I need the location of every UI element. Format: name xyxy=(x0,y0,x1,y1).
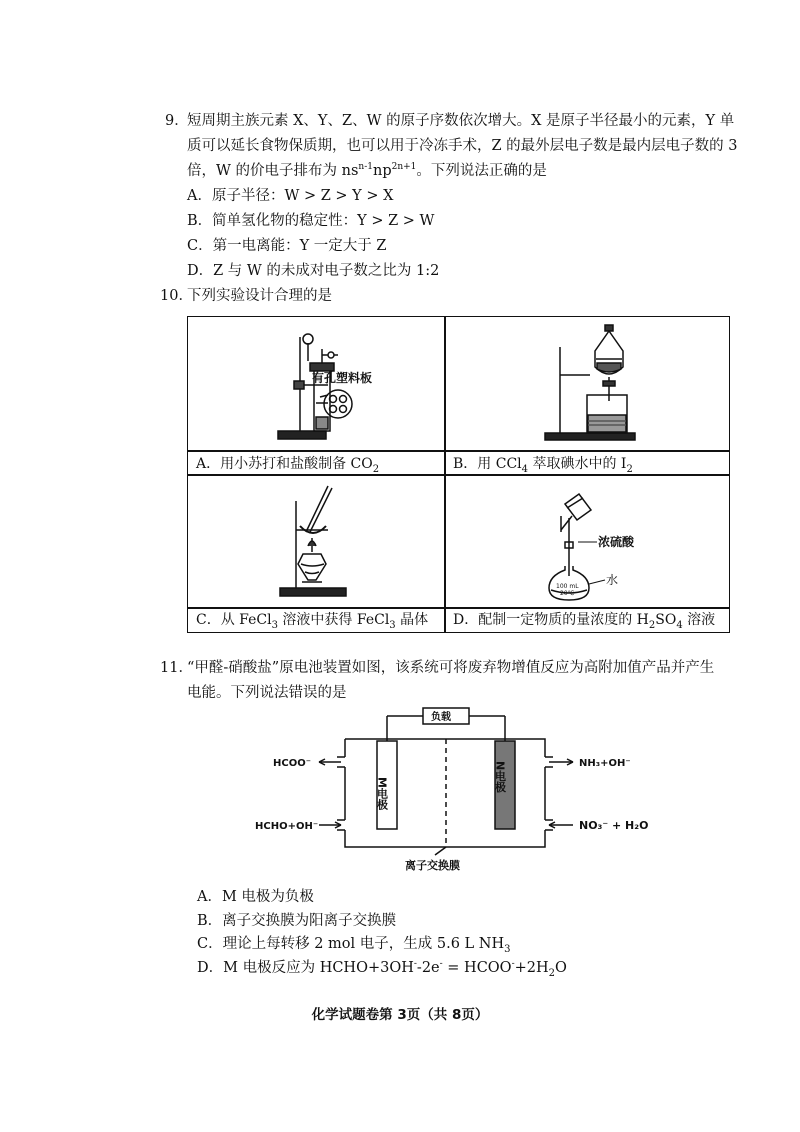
q11-option-d-sup-2: - xyxy=(439,959,443,970)
q9-line-2: 质可以延长食物保质期，也可以用于冷冻手术，Z 的最外层电子数是最内层电子数的 3 xyxy=(187,138,738,154)
q11-option-d-a: D．M 电极反应为 HCHO+3OH xyxy=(197,960,414,976)
q11-option-c-text: C．理论上每转移 2 mol 电子，生成 5.6 L NH xyxy=(197,936,505,952)
caption-a-text: A．用小苏打和盐酸制备 CO xyxy=(196,456,373,472)
caption-c-c: 晶体 xyxy=(395,612,429,628)
q9-line-3 xyxy=(187,161,767,181)
caption-b-mid: 萃取碘水中的 I xyxy=(528,456,627,472)
caption-d-a: D．配制一定物质的量浓度的 H xyxy=(453,612,649,628)
q11-line-2: 电能。下列说法错误的是 xyxy=(187,685,347,701)
q11-option-d-d: +2H xyxy=(514,960,549,976)
experiment-table xyxy=(187,316,730,633)
q9-line-1: 短周期主族元素 X、Y、Z、W 的原子序数依次增大。X 是原子半径最小的元素，Y 单 xyxy=(187,113,735,129)
flask-volume-label: 100 mL xyxy=(556,583,579,590)
apparatus-d-drawing xyxy=(445,476,729,607)
caption-d-c: 溶液 xyxy=(682,612,716,628)
flask-temperature-label: 20℃ xyxy=(560,590,575,597)
caption-b-text: B．用 CCl xyxy=(453,456,522,472)
nh3-out-label: NH₃+OH⁻ xyxy=(579,758,631,769)
q10-number: 10． xyxy=(160,288,193,304)
q9-option-d: D．Z 与 W 的未成对电子数之比为 1:2 xyxy=(187,263,440,279)
q9-option-c: C．第一电离能：Y 一定大于 Z xyxy=(187,238,387,254)
q11-option-a: A．M 电极为负极 xyxy=(197,889,314,905)
q11-line-1: “甲醛-硝酸盐”原电池装置如图，该系统可将废弃物增值反应为高附加值产品并产生 xyxy=(187,660,715,676)
caption-b-sub-2: 2 xyxy=(626,463,633,475)
q9-line-3-c: 。下列说法正确的是 xyxy=(416,163,547,179)
q9-number: 9． xyxy=(165,113,189,129)
caption-c xyxy=(196,610,428,630)
caption-c-sub-1: 3 xyxy=(271,619,278,631)
membrane-label: 离子交换膜 xyxy=(405,859,460,872)
hcho-in-label: HCHO+OH⁻ xyxy=(255,821,319,832)
water-label: 水 xyxy=(606,573,619,587)
caption-d-sub-1: 2 xyxy=(648,619,656,631)
q11-number: 11． xyxy=(160,660,193,676)
caption-c-a: C．从 FeCl xyxy=(196,612,272,628)
caption-d-sub-2: 4 xyxy=(676,619,683,631)
caption-d xyxy=(453,610,715,630)
q11-option-d-sub: 2 xyxy=(548,967,556,979)
n-electrode-label: N电极 xyxy=(493,761,507,793)
table-divider-1 xyxy=(188,450,729,452)
caption-c-b: 溶液中获得 FeCl xyxy=(277,612,390,628)
q9-sup-1: n-1 xyxy=(358,162,373,173)
q10-stem: 下列实验设计合理的是 xyxy=(187,288,332,304)
apparatus-a-drawing xyxy=(188,317,444,450)
caption-a-sub: 2 xyxy=(372,463,380,475)
q9-option-a: A．原子半径：W > Z > Y > X xyxy=(187,188,394,204)
apparatus-c-drawing xyxy=(188,476,444,607)
battery-diagram xyxy=(255,705,675,880)
caption-a xyxy=(196,454,379,474)
m-electrode-label: M电极 xyxy=(375,777,389,810)
table-divider-3 xyxy=(188,607,729,609)
no3-in-label: NO₃⁻ + H₂O xyxy=(579,819,649,832)
caption-b-sub-1: 4 xyxy=(521,463,529,475)
apparatus-d-label: 浓硫酸 xyxy=(598,535,635,549)
q11-option-d-sup-3: - xyxy=(511,959,515,970)
q9-sup-2: 2n+1 xyxy=(391,162,417,173)
caption-b xyxy=(453,454,633,474)
caption-c-sub-2: 3 xyxy=(389,619,396,631)
q11-option-c xyxy=(197,934,511,954)
q11-option-d-sup-1: - xyxy=(413,959,417,970)
q9-option-b: B．简单氢化物的稳定性：Y > Z > W xyxy=(187,213,435,229)
page-footer: 化学试题卷第 3页（共 8页） xyxy=(311,1007,489,1023)
hcoo-out-label: HCOO⁻ xyxy=(273,758,311,769)
q11-option-d xyxy=(197,958,567,978)
q9-line-3-a: 倍，W 的价电子排布为 ns xyxy=(187,163,359,179)
q11-option-d-b: -2e xyxy=(416,960,440,976)
q11-option-b: B．离子交换膜为阳离子交换膜 xyxy=(197,913,397,929)
apparatus-a-label: 有孔塑料板 xyxy=(312,371,373,385)
q11-option-d-c: = HCOO xyxy=(442,960,512,976)
q9-line-3-b: np xyxy=(372,163,392,179)
load-label: 负载 xyxy=(431,712,451,723)
apparatus-b-drawing xyxy=(445,317,729,450)
q11-option-d-e: O xyxy=(555,960,567,976)
q11-option-c-sub: 3 xyxy=(504,943,511,955)
caption-d-b: SO xyxy=(655,612,677,628)
